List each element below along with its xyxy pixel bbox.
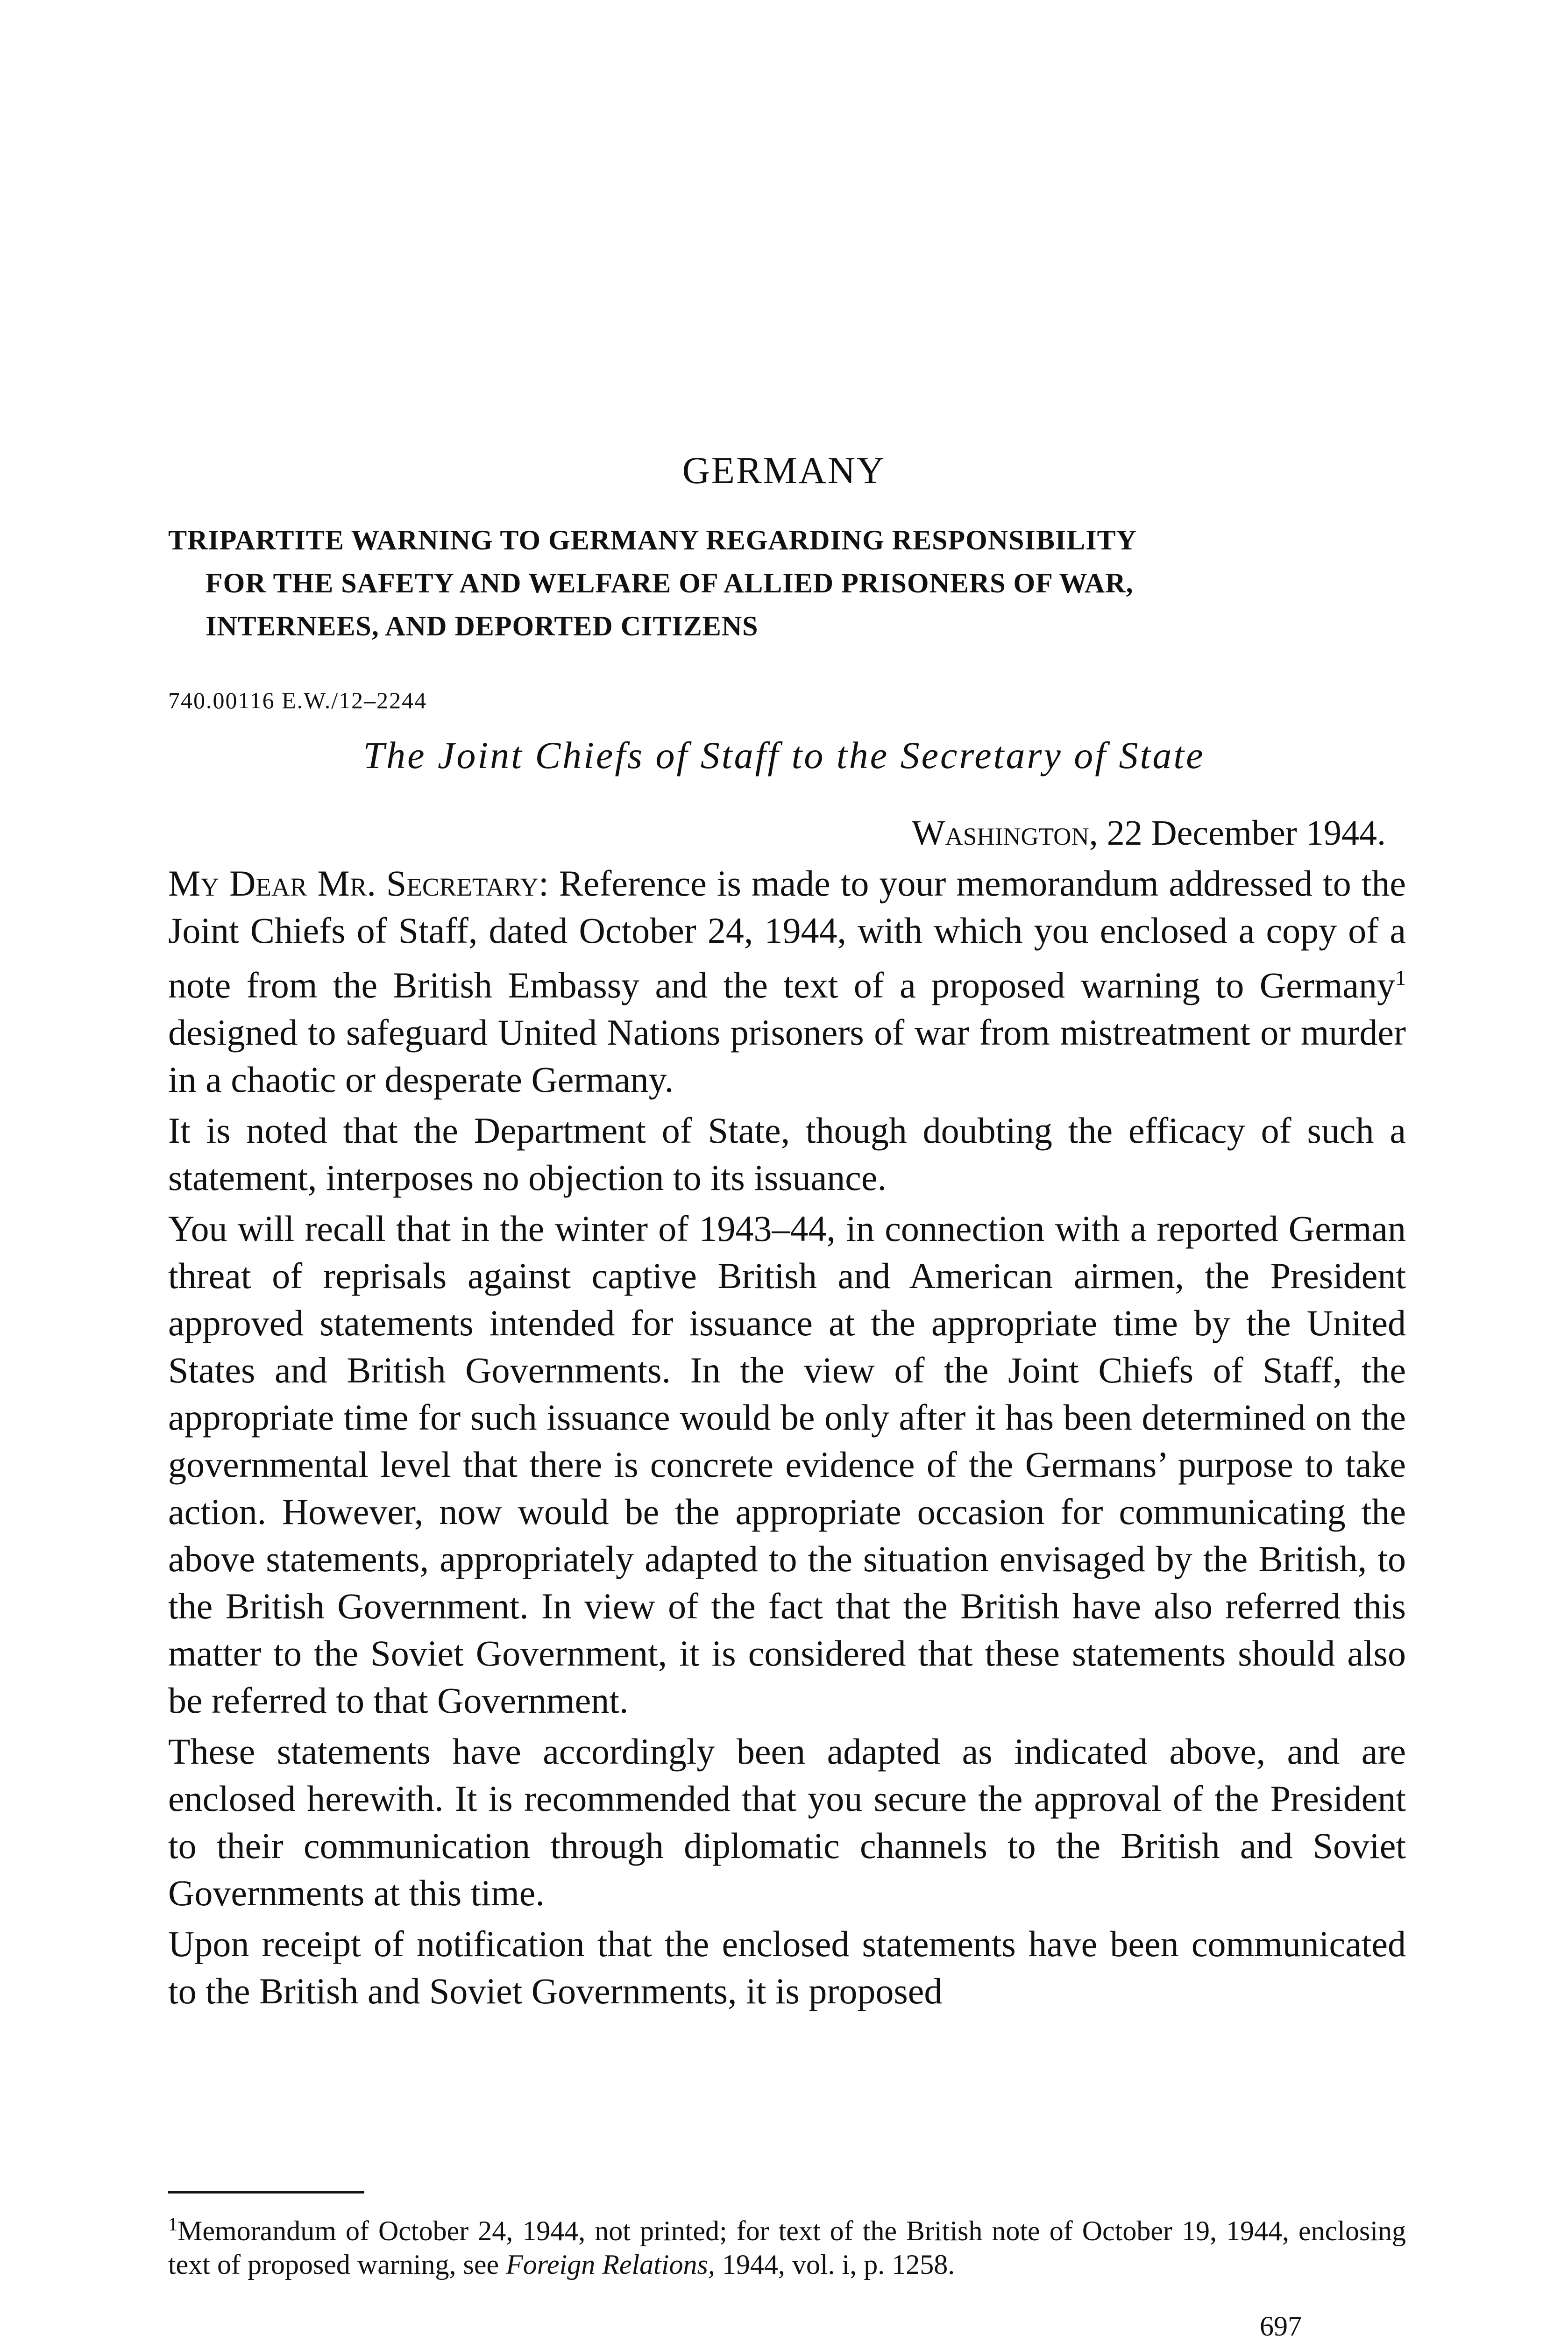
footnote-source-title: Foreign Relations, — [506, 2249, 715, 2280]
salutation: My Dear Mr. Secretary: — [168, 863, 549, 904]
paragraph-1-text: Reference is made to your memorandum addressed to the Joint Chiefs of Staff, dated October 24, 1944, with which you enclosed a copy of a note from the British Embassy and the text of a proposed warning to Germany — [168, 863, 1406, 1005]
section-heading — [168, 519, 1429, 648]
paragraph-5: Upon receipt of notification that the enclosed statements have been communicated to the British and Soviet Governments, it is proposed — [168, 1923, 1406, 2011]
dateline-place: Washington, — [911, 813, 1098, 853]
footnote-marker: 1 — [168, 2214, 177, 2235]
paragraph-1 — [168, 860, 1406, 1103]
letter-body — [168, 860, 1406, 2018]
footnote-reference: 1 — [1395, 966, 1406, 990]
paragraph-1-text-cont: designed to safeguard United Nations prisoners of war from mistreatment or murder in a chaotic or desperate Germany. — [168, 1012, 1406, 1100]
heading-line-1: TRIPARTITE WARNING TO GERMANY REGARDING RESPONSIBILITY — [168, 525, 1137, 556]
file-number: 740.00116 E.W./12–2244 — [168, 687, 427, 713]
dateline-date: 22 December 1944. — [1107, 813, 1386, 853]
document-subject: The Joint Chiefs of Staff to the Secretary of State — [363, 734, 1205, 776]
paragraph-4: These statements have accordingly been adapted as indicated above, and are enclosed herewith. It is recommended that you secure the approval of the President to their communication through diplomatic channels to the British and Soviet Governments at this time. — [168, 1731, 1406, 1913]
heading-line-2: FOR THE SAFETY AND WELFARE OF ALLIED PRISONERS OF WAR, — [206, 568, 1134, 598]
heading-line-3: INTERNEES, AND DEPORTED CITIZENS — [206, 611, 759, 641]
footnote-divider — [168, 2191, 364, 2194]
dateline — [912, 813, 1386, 854]
footnote-text: Memorandum of October 24, 1944, not printed; for text of the British note of October 19, 1944, enclosing text of proposed warning, see — [168, 2215, 1406, 2280]
footnote — [168, 2208, 1406, 2281]
country-title: GERMANY — [682, 449, 886, 491]
paragraph-3: You will recall that in the winter of 1943–44, in connection with a reported German threat of reprisals against captive British and American airmen, the President approved statements intended for issuance at the appropriate time by the United States and British Governments. In the view of the Joint Chiefs of Staff, the appropriate time for such issuance would be only after it has been determined on the governmental level that there is concrete evidence of the Germans’ purpose to take action. However, now would be the appropriate occasion for communicating the above statements, appropriately adapted to the situation envisaged by the British, to the British Government. In view of the fact that the British have also referred this matter to the Soviet Government, it is considered that these statements should also be referred to that Government. — [168, 1208, 1406, 1721]
paragraph-2: It is noted that the Department of State, though doubting the efficacy of such a statement, interposes no objection to its issuance. — [168, 1110, 1406, 1198]
page-number: 697 — [1260, 2311, 1302, 2336]
footnote-text-end: 1944, vol. i, p. 1258. — [715, 2249, 955, 2280]
